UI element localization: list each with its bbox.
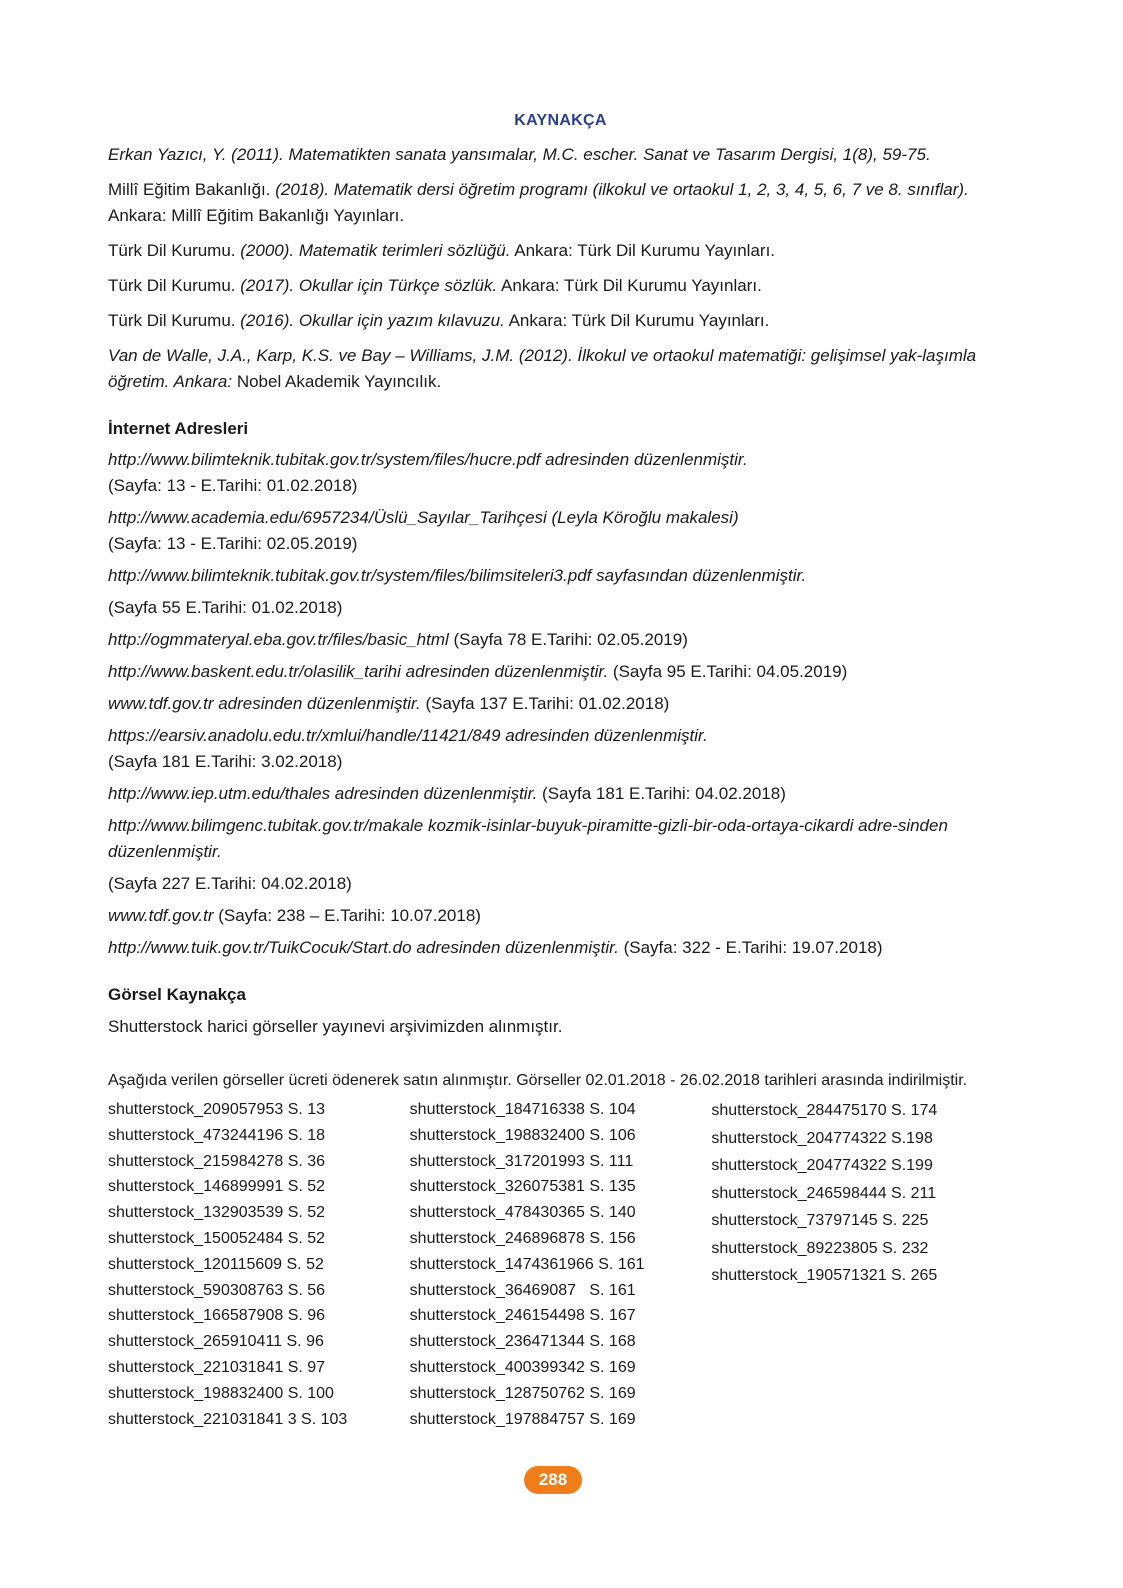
image-credit-item: shutterstock_204774322 S.198 xyxy=(711,1129,933,1147)
image-credit-columns xyxy=(108,1097,1013,1432)
image-credit-item: shutterstock_198832400 S. 106 xyxy=(409,1126,636,1144)
reference-entry xyxy=(108,273,1013,299)
web-reference-date: (Sayfa: 13 - E.Tarihi: 01.02.2018) xyxy=(108,476,358,495)
image-credit-item: shutterstock_1474361966 S. 161 xyxy=(409,1255,645,1273)
web-reference-url: http://www.tuik.gov.tr/TuikCocuk/Start.do adresinden düzenlenmiştir. xyxy=(108,938,619,957)
web-reference-url: http://ogmmateryal.eba.gov.tr/files/basic_html xyxy=(108,630,449,649)
web-reference-url: http://www.academia.edu/6957234/Üslü_Sayılar_Tarihçesi (Leyla Köroğlu makalesi) xyxy=(108,508,739,527)
gorsel-intro: Shutterstock harici görseller yayınevi arşivimizden alınmıştır. xyxy=(108,1017,563,1036)
web-reference-entry xyxy=(108,871,1013,897)
image-credit-item: shutterstock_236471344 S. 168 xyxy=(409,1333,636,1351)
web-reference-date: (Sayfa 227 E.Tarihi: 04.02.2018) xyxy=(108,874,352,893)
web-reference-date: (Sayfa 78 E.Tarihi: 02.05.2019) xyxy=(448,630,688,649)
web-reference-date: (Sayfa: 13 - E.Tarihi: 02.05.2019) xyxy=(108,534,358,553)
reference-entry xyxy=(108,142,1013,168)
image-credit-item: shutterstock_198832400 S. 100 xyxy=(108,1384,334,1402)
reference-publisher: Ankara: Türk Dil Kurumu Yayınları. xyxy=(510,241,776,260)
web-reference-date: (Sayfa 95 E.Tarihi: 04.05.2019) xyxy=(608,662,848,681)
image-credit-item: shutterstock_166587908 S. 96 xyxy=(108,1307,326,1325)
internet-heading: İnternet Adresleri xyxy=(108,419,249,438)
page-title: KAYNAKÇA xyxy=(514,112,607,129)
reference-publisher: Ankara: Türk Dil Kurumu Yayınları. xyxy=(497,276,762,295)
web-reference-date: (Sayfa 55 E.Tarihi: 01.02.2018) xyxy=(108,598,343,617)
web-reference-url: http://www.bilimgenc.tubitak.gov.tr/makale kozmik-isinlar-buyuk-piramitte-gizli-bir-oda-ortaya-cikardi adre-sinden düzenlenmiştir. xyxy=(108,816,948,861)
web-reference-entry xyxy=(108,595,1013,621)
web-reference-entry xyxy=(108,723,1013,775)
reference-publisher: Ankara: Türk Dil Kurumu Yayınları. xyxy=(504,311,770,330)
reference-entry xyxy=(108,308,1013,334)
web-reference-date: (Sayfa 181 E.Tarihi: 04.02.2018) xyxy=(537,784,786,803)
reference-title: (2000). Matematik terimleri sözlüğü. xyxy=(235,241,511,260)
image-credit-item: shutterstock_197884757 S. 169 xyxy=(409,1410,636,1428)
web-reference-entry xyxy=(108,447,1013,499)
image-credit-item: shutterstock_146899991 S. 52 xyxy=(108,1178,326,1196)
image-credit-item: shutterstock_209057953 S. 13 xyxy=(108,1101,326,1118)
image-credit-item: shutterstock_190571321 S. 265 xyxy=(711,1267,938,1284)
image-credit-item: shutterstock_317201993 S. 111 xyxy=(409,1152,634,1170)
reference-title: (2017). Okullar için Türkçe sözlük. xyxy=(235,276,498,295)
web-reference-url: www.tdf.gov.tr xyxy=(108,906,214,925)
web-reference-url: http://www.baskent.edu.tr/olasilik_tarihi adresinden düzenlenmiştir. xyxy=(108,662,609,681)
gorsel-note: Aşağıda verilen görseller ücreti ödenerek satın alınmıştır. Görseller 02.01.2018 - 26.02.2018 tarihleri arasında indirilmiştir. xyxy=(108,1072,968,1089)
reference-title: Van de Walle, J.A., Karp, K.S. ve Bay – Williams, J.M. (2012). İlkokul ve ortaokul matematiği: gelişimsel yak-laşımla öğretim. Ankara: xyxy=(108,346,977,391)
reference-publisher: Ankara: Millî Eğitim Bakanlığı Yayınları. xyxy=(108,206,405,225)
reference-publisher: Nobel Akademik Yayıncılık. xyxy=(232,372,442,391)
web-reference-date: (Sayfa 137 E.Tarihi: 01.02.2018) xyxy=(420,694,670,713)
reference-author: Türk Dil Kurumu. xyxy=(108,241,236,260)
image-credit-column-1 xyxy=(108,1097,410,1432)
reference-author: Millî Eğitim Bakanlığı. xyxy=(108,180,271,199)
web-reference-entry xyxy=(108,903,1013,929)
web-reference-url: http://www.iep.utm.edu/thales adresinden düzenlenmiştir. xyxy=(108,784,538,803)
image-credit-column-2 xyxy=(410,1097,712,1432)
image-credit-item: shutterstock_473244196 S. 18 xyxy=(108,1126,326,1144)
web-reference-entry xyxy=(108,627,1013,653)
reference-title: Erkan Yazıcı, Y. (2011). Matematikten sanata yansımalar, M.C. escher. Sanat ve Tasarım Dergisi, 1(8), 59-75. xyxy=(108,145,931,164)
web-reference-date: (Sayfa: 322 - E.Tarihi: 19.07.2018) xyxy=(618,938,883,957)
image-credit-item: shutterstock_215984278 S. 36 xyxy=(108,1152,326,1170)
web-reference-url: http://www.bilimteknik.tubitak.gov.tr/system/files/bilimsiteleri3.pdf sayfasından düzenlenmiştir. xyxy=(108,566,807,585)
document-page xyxy=(108,112,1013,1432)
reference-entry xyxy=(108,238,1013,264)
web-reference-url: http://www.bilimteknik.tubitak.gov.tr/system/files/hucre.pdf adresinden düzenlenmiştir. xyxy=(108,450,748,469)
reference-author: Türk Dil Kurumu. xyxy=(108,311,236,330)
reference-list xyxy=(108,142,1013,395)
gorsel-heading: Görsel Kaynakça xyxy=(108,985,246,1004)
web-reference-date: (Sayfa 181 E.Tarihi: 3.02.2018) xyxy=(108,752,343,771)
image-credit-item: shutterstock_246598444 S. 211 xyxy=(711,1184,937,1202)
web-reference-entry xyxy=(108,781,1013,807)
image-credit-item: shutterstock_150052484 S. 52 xyxy=(108,1229,326,1247)
web-reference-entry xyxy=(108,659,1013,685)
image-credit-item: shutterstock_184716338 S. 104 xyxy=(409,1101,636,1118)
image-credit-item: shutterstock_326075381 S. 135 xyxy=(409,1178,636,1196)
image-credit-item: shutterstock_204774322 S.199 xyxy=(711,1157,933,1174)
web-reference-entry xyxy=(108,505,1013,557)
reference-entry xyxy=(108,177,1013,229)
image-credit-item: shutterstock_221031841 S. 97 xyxy=(108,1358,326,1376)
image-credit-item: shutterstock_120115609 S. 52 xyxy=(108,1255,324,1273)
web-reference-url: https://earsiv.anadolu.edu.tr/xmlui/handle/11421/849 adresinden düzenlenmiştir. xyxy=(108,726,708,745)
image-credit-item: shutterstock_400399342 S. 169 xyxy=(409,1358,636,1376)
image-credit-item: shutterstock_284475170 S. 174 xyxy=(711,1102,938,1119)
web-reference-url: www.tdf.gov.tr adresinden düzenlenmiştir. xyxy=(108,694,421,713)
image-credit-item: shutterstock_73797145 S. 225 xyxy=(711,1212,929,1229)
image-credit-item: shutterstock_265910411 S. 96 xyxy=(108,1333,324,1351)
web-reference-entry xyxy=(108,691,1013,717)
web-reference-entry xyxy=(108,563,1013,589)
web-reference-entry xyxy=(108,935,1013,961)
reference-title: (2018). Matematik dersi öğretim programı (ilkokul ve ortaokul 1, 2, 3, 4, 5, 6, 7 ve 8. sınıflar). xyxy=(270,180,969,199)
image-credit-item: shutterstock_221031841 3 S. 103 xyxy=(108,1410,348,1428)
reference-entry xyxy=(108,343,1013,395)
image-credit-item: shutterstock_246896878 S. 156 xyxy=(409,1229,636,1247)
image-credit-item: shutterstock_36469087 S. 161 xyxy=(409,1281,636,1299)
image-credit-item: shutterstock_246154498 S. 167 xyxy=(409,1307,636,1325)
image-credit-item: shutterstock_478430365 S. 140 xyxy=(409,1204,636,1222)
web-reference-entry xyxy=(108,813,1013,865)
reference-author: Türk Dil Kurumu. xyxy=(108,276,236,295)
page-number-badge: 288 xyxy=(524,1466,582,1494)
image-credit-column-3 xyxy=(711,1097,1013,1432)
image-credit-item: shutterstock_89223805 S. 232 xyxy=(711,1239,929,1257)
web-reference-list xyxy=(108,447,1013,961)
image-credit-item: shutterstock_132903539 S. 52 xyxy=(108,1204,326,1222)
reference-title: (2016). Okullar için yazım kılavuzu. xyxy=(235,311,505,330)
web-reference-date: (Sayfa: 238 – E.Tarihi: 10.07.2018) xyxy=(213,906,481,925)
image-credit-item: shutterstock_590308763 S. 56 xyxy=(108,1281,326,1299)
image-credit-item: shutterstock_128750762 S. 169 xyxy=(409,1384,636,1402)
